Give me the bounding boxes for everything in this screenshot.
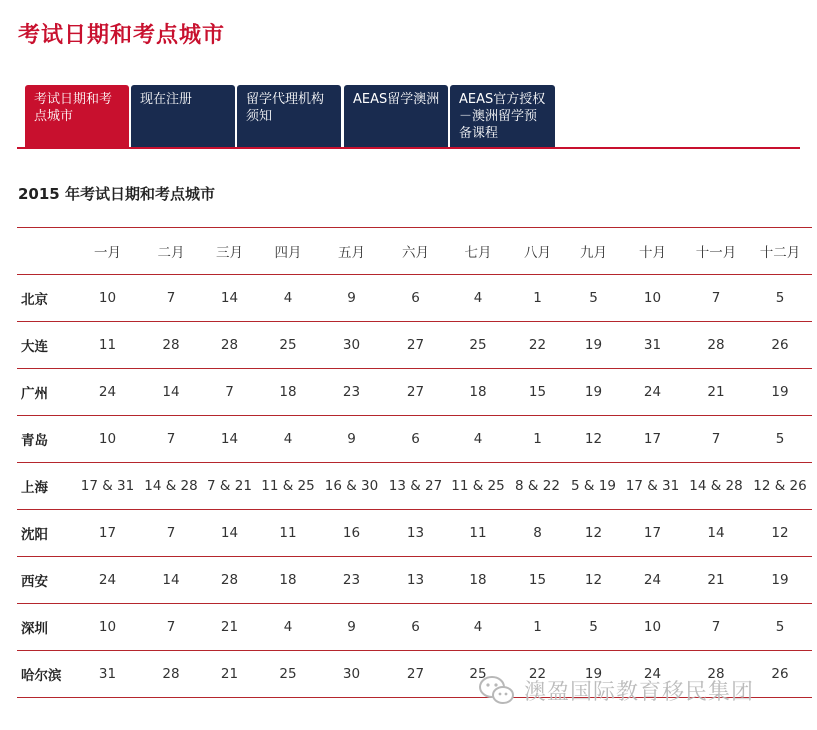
exam-date-cell: 28	[202, 557, 257, 604]
exam-date-cell: 26	[748, 322, 812, 369]
exam-date-cell: 9	[319, 604, 384, 651]
exam-date-cell: 19	[566, 369, 621, 416]
exam-date-cell: 16 & 30	[319, 463, 384, 510]
exam-date-cell: 11	[447, 510, 509, 557]
exam-date-cell: 9	[319, 416, 384, 463]
exam-date-cell: 28	[202, 322, 257, 369]
exam-date-cell: 18	[447, 369, 509, 416]
exam-date-cell: 5	[748, 604, 812, 651]
exam-date-cell: 11 & 25	[257, 463, 319, 510]
city-name: 北京	[17, 275, 75, 322]
exam-date-cell: 17 & 31	[621, 463, 684, 510]
exam-date-cell: 6	[384, 604, 447, 651]
exam-date-cell: 9	[319, 275, 384, 322]
month-header: 十二月	[748, 228, 812, 275]
exam-date-cell: 8 & 22	[509, 463, 566, 510]
exam-date-cell: 12	[748, 510, 812, 557]
exam-date-cell: 14	[202, 510, 257, 557]
exam-date-cell: 19	[748, 369, 812, 416]
month-header: 七月	[447, 228, 509, 275]
exam-date-cell: 4	[447, 275, 509, 322]
exam-date-cell: 14	[684, 510, 748, 557]
city-name: 青岛	[17, 416, 75, 463]
exam-date-cell: 13	[384, 510, 447, 557]
exam-date-cell: 6	[384, 275, 447, 322]
exam-date-cell: 25	[447, 651, 509, 698]
exam-date-cell: 6	[384, 416, 447, 463]
city-name: 广州	[17, 369, 75, 416]
exam-date-cell: 7 & 21	[202, 463, 257, 510]
exam-date-cell: 27	[384, 369, 447, 416]
city-name: 沈阳	[17, 510, 75, 557]
exam-schedule-table	[17, 227, 812, 698]
exam-date-cell: 11	[75, 322, 140, 369]
exam-date-cell: 14	[140, 557, 202, 604]
exam-date-cell: 23	[319, 369, 384, 416]
exam-date-cell: 16	[319, 510, 384, 557]
month-header: 二月	[140, 228, 202, 275]
exam-date-cell: 28	[684, 651, 748, 698]
exam-date-cell: 30	[319, 651, 384, 698]
city-name: 西安	[17, 557, 75, 604]
exam-date-cell: 21	[202, 651, 257, 698]
exam-date-cell: 19	[566, 322, 621, 369]
exam-date-cell: 19	[748, 557, 812, 604]
exam-date-cell: 23	[319, 557, 384, 604]
table-header-row	[17, 228, 812, 275]
exam-date-cell: 27	[384, 322, 447, 369]
exam-date-cell: 12 & 26	[748, 463, 812, 510]
table-row	[17, 557, 812, 604]
exam-date-cell: 15	[509, 557, 566, 604]
exam-date-cell: 30	[319, 322, 384, 369]
table-row	[17, 463, 812, 510]
exam-date-cell: 1	[509, 416, 566, 463]
exam-date-cell: 24	[621, 557, 684, 604]
table-row	[17, 416, 812, 463]
exam-date-cell: 13 & 27	[384, 463, 447, 510]
city-name: 深圳	[17, 604, 75, 651]
exam-date-cell: 19	[566, 651, 621, 698]
exam-date-cell: 10	[621, 275, 684, 322]
exam-date-cell: 22	[509, 651, 566, 698]
exam-date-cell: 25	[257, 651, 319, 698]
exam-date-cell: 7	[140, 416, 202, 463]
exam-date-cell: 24	[621, 369, 684, 416]
month-header: 五月	[319, 228, 384, 275]
month-header: 九月	[566, 228, 621, 275]
month-header: 十月	[621, 228, 684, 275]
exam-date-cell: 5	[566, 275, 621, 322]
exam-date-cell: 5	[748, 275, 812, 322]
exam-date-cell: 28	[140, 322, 202, 369]
exam-date-cell: 4	[257, 416, 319, 463]
exam-date-cell: 7	[202, 369, 257, 416]
exam-date-cell: 21	[202, 604, 257, 651]
exam-date-cell: 7	[140, 604, 202, 651]
header-corner	[17, 228, 75, 275]
exam-date-cell: 31	[621, 322, 684, 369]
tab-exam-dates[interactable]: 考试日期和考点城市	[25, 85, 129, 147]
tab-agent-notice[interactable]: 留学代理机构须知	[237, 85, 341, 147]
month-header: 三月	[202, 228, 257, 275]
table-row	[17, 322, 812, 369]
exam-date-cell: 25	[447, 322, 509, 369]
exam-date-cell: 8	[509, 510, 566, 557]
month-header: 六月	[384, 228, 447, 275]
page-title: 考试日期和考点城市	[18, 22, 226, 48]
watermark-text: 澳盈国际教育移民集团	[524, 679, 755, 705]
exam-date-cell: 7	[140, 275, 202, 322]
exam-date-cell: 24	[621, 651, 684, 698]
watermark	[478, 672, 754, 708]
month-header: 八月	[509, 228, 566, 275]
exam-date-cell: 28	[684, 322, 748, 369]
table-row	[17, 604, 812, 651]
exam-date-cell: 10	[75, 416, 140, 463]
exam-date-cell: 17	[621, 510, 684, 557]
exam-date-cell: 14	[202, 275, 257, 322]
exam-date-cell: 4	[257, 604, 319, 651]
exam-date-cell: 10	[75, 275, 140, 322]
exam-date-cell: 7	[684, 604, 748, 651]
tab-aeas-prep-courses[interactable]: AEAS官方授权－澳洲留学预备课程	[450, 85, 555, 147]
exam-date-cell: 27	[384, 651, 447, 698]
exam-date-cell: 12	[566, 557, 621, 604]
city-name: 大连	[17, 322, 75, 369]
city-name: 上海	[17, 463, 75, 510]
exam-date-cell: 22	[509, 322, 566, 369]
exam-date-cell: 17 & 31	[75, 463, 140, 510]
section-heading: 2015 年考试日期和考点城市	[18, 185, 215, 203]
exam-date-cell: 1	[509, 604, 566, 651]
exam-date-cell: 1	[509, 275, 566, 322]
table-row	[17, 275, 812, 322]
exam-date-cell: 7	[140, 510, 202, 557]
tab-aeas-study-australia[interactable]: AEAS留学澳洲	[344, 85, 448, 147]
exam-date-cell: 7	[684, 416, 748, 463]
exam-date-cell: 18	[257, 369, 319, 416]
exam-date-cell: 14 & 28	[140, 463, 202, 510]
exam-date-cell: 14	[202, 416, 257, 463]
exam-date-cell: 18	[447, 557, 509, 604]
table-row	[17, 369, 812, 416]
tab-register-now[interactable]: 现在注册	[131, 85, 235, 147]
exam-date-cell: 14 & 28	[684, 463, 748, 510]
exam-date-cell: 17	[621, 416, 684, 463]
table-row	[17, 510, 812, 557]
exam-date-cell: 21	[684, 369, 748, 416]
exam-date-cell: 12	[566, 416, 621, 463]
exam-date-cell: 5	[748, 416, 812, 463]
exam-date-cell: 11 & 25	[447, 463, 509, 510]
exam-date-cell: 5 & 19	[566, 463, 621, 510]
exam-date-cell: 18	[257, 557, 319, 604]
exam-date-cell: 14	[140, 369, 202, 416]
exam-date-cell: 4	[257, 275, 319, 322]
exam-date-cell: 15	[509, 369, 566, 416]
tab-underline	[17, 147, 800, 149]
exam-date-cell: 24	[75, 557, 140, 604]
month-header: 十一月	[684, 228, 748, 275]
exam-date-cell: 4	[447, 416, 509, 463]
exam-date-cell: 31	[75, 651, 140, 698]
exam-date-cell: 4	[447, 604, 509, 651]
exam-date-cell: 11	[257, 510, 319, 557]
wechat-icon	[478, 674, 516, 706]
month-header: 四月	[257, 228, 319, 275]
exam-date-cell: 13	[384, 557, 447, 604]
exam-date-cell: 12	[566, 510, 621, 557]
exam-date-cell: 26	[748, 651, 812, 698]
exam-date-cell: 25	[257, 322, 319, 369]
exam-date-cell: 17	[75, 510, 140, 557]
month-header: 一月	[75, 228, 140, 275]
exam-date-cell: 7	[684, 275, 748, 322]
exam-date-cell: 10	[75, 604, 140, 651]
exam-date-cell: 21	[684, 557, 748, 604]
exam-date-cell: 28	[140, 651, 202, 698]
exam-date-cell: 5	[566, 604, 621, 651]
city-name: 哈尔滨	[17, 651, 75, 698]
exam-date-cell: 24	[75, 369, 140, 416]
exam-date-cell: 10	[621, 604, 684, 651]
